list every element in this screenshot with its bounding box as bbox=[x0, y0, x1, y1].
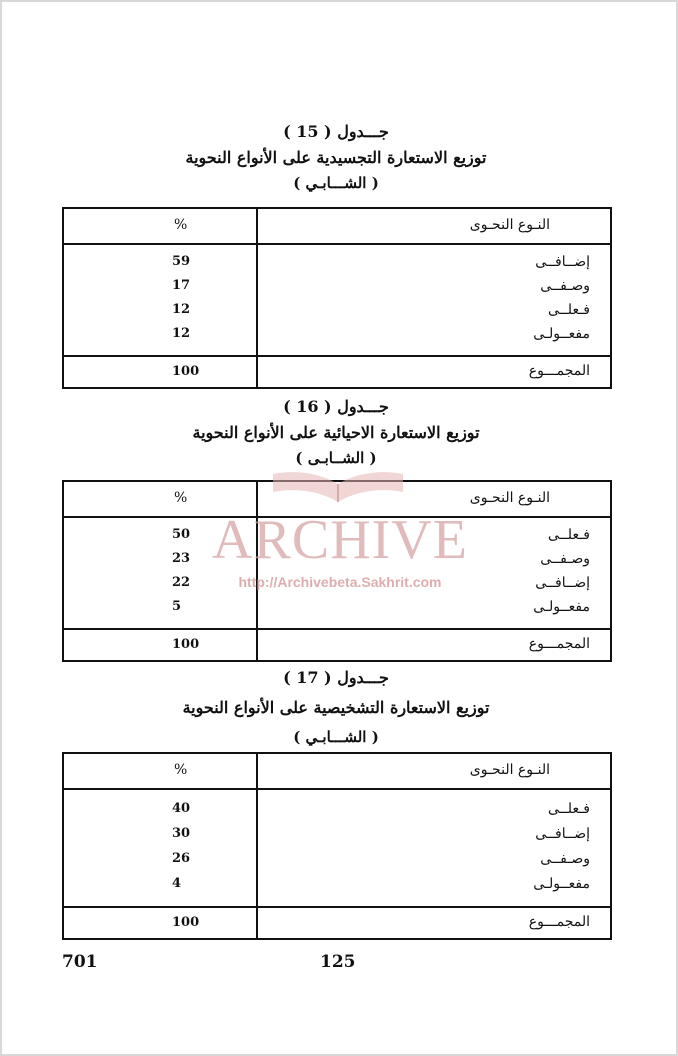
row-value: 30 bbox=[172, 826, 191, 841]
row-value: 22 bbox=[172, 575, 191, 590]
table-row bbox=[64, 251, 610, 275]
table-row bbox=[64, 798, 610, 822]
row-type: فـعلــى bbox=[547, 527, 590, 543]
table-row bbox=[64, 873, 610, 897]
row-type: إضــافــى bbox=[535, 826, 590, 842]
row-type: وصـفــى bbox=[540, 551, 590, 567]
table-caption: توزيع الاستعارة التشخيصية على الأنواع النحوية bbox=[182, 698, 490, 717]
table-body bbox=[64, 245, 610, 357]
table-header bbox=[64, 209, 610, 245]
row-value: 12 bbox=[172, 302, 191, 317]
header-type: النـوع النحـوى bbox=[469, 762, 550, 778]
row-type: إضــافــى bbox=[535, 575, 590, 591]
table-header bbox=[64, 754, 610, 790]
table-header bbox=[64, 482, 610, 518]
table-row bbox=[64, 323, 610, 347]
row-type: وصـفــى bbox=[540, 278, 590, 294]
table-row bbox=[64, 823, 610, 847]
row-value: 4 bbox=[172, 876, 182, 891]
row-type: مفعــولـى bbox=[533, 876, 590, 892]
row-value: 59 bbox=[172, 254, 191, 269]
total-label: المجمـــوع bbox=[528, 914, 590, 930]
watermark-text: ARCHIVE bbox=[212, 509, 468, 571]
table-row bbox=[64, 299, 610, 323]
row-type: فـعلــى bbox=[547, 302, 590, 318]
table-total-row bbox=[64, 908, 610, 938]
row-type: إضــافــى bbox=[535, 254, 590, 270]
table-16-heading bbox=[60, 397, 612, 467]
table-title: جـــدول ( 17 ) bbox=[283, 668, 389, 687]
row-value: 23 bbox=[172, 551, 191, 566]
table-body bbox=[64, 790, 610, 908]
header-type: النـوع النحـوى bbox=[469, 490, 550, 506]
total-value: 100 bbox=[172, 364, 200, 379]
row-value: 26 bbox=[172, 851, 191, 866]
row-value: 50 bbox=[172, 527, 191, 542]
table-17-heading bbox=[60, 668, 612, 746]
page-number: 125 bbox=[320, 952, 356, 972]
total-label: المجمـــوع bbox=[528, 363, 590, 379]
total-value: 100 bbox=[172, 637, 200, 652]
table-row bbox=[64, 596, 610, 620]
watermark-url: http://Archivebeta.Sakhrit.com bbox=[238, 574, 442, 590]
row-value: 17 bbox=[172, 278, 191, 293]
table-15 bbox=[62, 207, 612, 389]
table-15-heading bbox=[60, 122, 612, 192]
table-row bbox=[64, 548, 610, 572]
row-value: 12 bbox=[172, 326, 191, 341]
table-row bbox=[64, 275, 610, 299]
row-type: مفعــولـى bbox=[533, 599, 590, 615]
header-percent: % bbox=[174, 762, 188, 778]
row-type: مفعــولـى bbox=[533, 326, 590, 342]
header-percent: % bbox=[174, 217, 188, 233]
table-caption: توزيع الاستعارة الاحيائية على الأنواع النحوية bbox=[192, 423, 480, 442]
table-title: جـــدول ( 16 ) bbox=[283, 397, 389, 416]
table-title: جـــدول ( 15 ) bbox=[283, 122, 389, 141]
table-row bbox=[64, 572, 610, 596]
table-body bbox=[64, 518, 610, 630]
table-total-row bbox=[64, 357, 610, 387]
header-type: النـوع النحـوى bbox=[469, 217, 550, 233]
table-16 bbox=[62, 480, 612, 662]
total-label: المجمـــوع bbox=[528, 636, 590, 652]
row-value: 5 bbox=[172, 599, 182, 614]
table-caption: توزيع الاستعارة التجسيدية على الأنواع النحوية bbox=[185, 148, 487, 167]
row-type: وصـفــى bbox=[540, 851, 590, 867]
table-poet: ( الشـــابـي ) bbox=[293, 174, 379, 192]
row-value: 40 bbox=[172, 801, 191, 816]
footer-left-number: 701 bbox=[62, 952, 98, 972]
header-percent: % bbox=[174, 490, 188, 506]
total-value: 100 bbox=[172, 915, 200, 930]
table-total-row bbox=[64, 630, 610, 660]
row-type: فـعلــى bbox=[547, 801, 590, 817]
table-17 bbox=[62, 752, 612, 940]
table-poet: ( الشــابـى ) bbox=[295, 449, 377, 467]
table-row bbox=[64, 524, 610, 548]
table-row bbox=[64, 848, 610, 872]
table-poet: ( الشـــابـي ) bbox=[293, 728, 379, 746]
